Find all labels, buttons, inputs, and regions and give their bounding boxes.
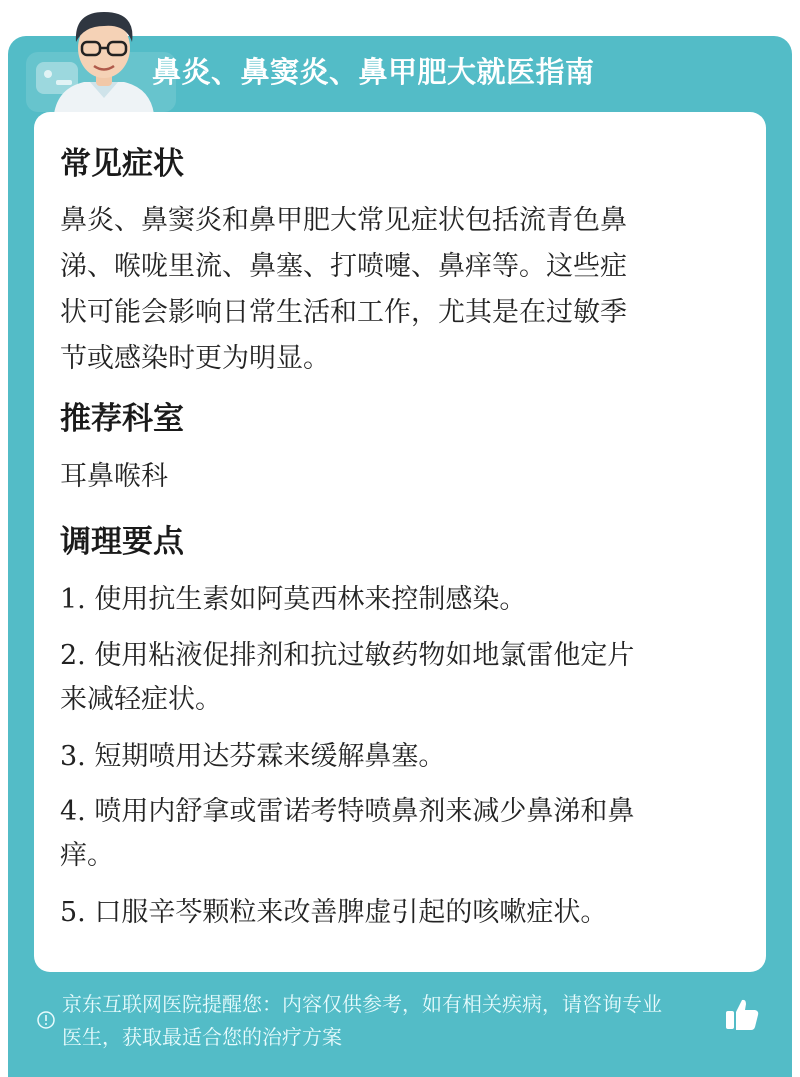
section-heading-care: 调理要点 (60, 524, 184, 560)
thumbs-up-icon[interactable] (724, 996, 760, 1032)
care-item-text: 痒。 (60, 840, 114, 871)
care-item (60, 634, 730, 722)
care-item-text: 短期喷用达芬霖来缓解鼻塞。 (94, 741, 446, 772)
symptoms-line: 节或感染时更为明显。 (60, 343, 330, 374)
care-item-number: 4. (60, 796, 86, 827)
section-heading-department: 推荐科室 (60, 401, 184, 437)
symptoms-line: 状可能会影响日常生活和工作，尤其是在过敏季 (60, 297, 627, 328)
department-text: 耳鼻喉科 (60, 461, 168, 492)
symptoms-line: 涕、喉咙里流、鼻塞、打喷嚏、鼻痒等。这些症 (60, 251, 627, 282)
care-item (60, 735, 730, 779)
symptoms-line: 鼻炎、鼻窦炎和鼻甲肥大常见症状包括流青色鼻 (60, 205, 627, 236)
disclaimer-text (62, 988, 732, 1054)
section-heading-symptoms: 常见症状 (60, 146, 184, 182)
care-item-number: 5. (60, 897, 86, 928)
care-item-number: 3. (60, 741, 86, 772)
care-item-number: 1. (60, 584, 86, 615)
page-title: 鼻炎、鼻窦炎、鼻甲肥大就医指南 (152, 55, 595, 89)
care-item (60, 790, 730, 878)
care-item-text: 喷用内舒拿或雷诺考特喷鼻剂来减少鼻涕和鼻 (94, 796, 635, 827)
care-item-text: 来减轻症状。 (60, 684, 222, 715)
care-item-text: 使用抗生素如阿莫西林来控制感染。 (94, 584, 527, 615)
disclaimer-line: 京东互联网医院提醒您：内容仅供参考，如有相关疾病，请咨询专业 (62, 992, 662, 1016)
care-item-text: 口服辛芩颗粒来改善脾虚引起的咳嗽症状。 (94, 897, 608, 928)
care-item (60, 578, 730, 622)
care-item-text: 使用粘液促排剂和抗过敏药物如地氯雷他定片 (94, 640, 635, 671)
info-icon (36, 1010, 56, 1030)
disclaimer-line: 医生，获取最适合您的治疗方案 (62, 1025, 342, 1049)
doctor-avatar (44, 2, 164, 114)
care-item-number: 2. (60, 640, 86, 671)
care-item (60, 891, 730, 935)
symptoms-text (60, 198, 730, 382)
